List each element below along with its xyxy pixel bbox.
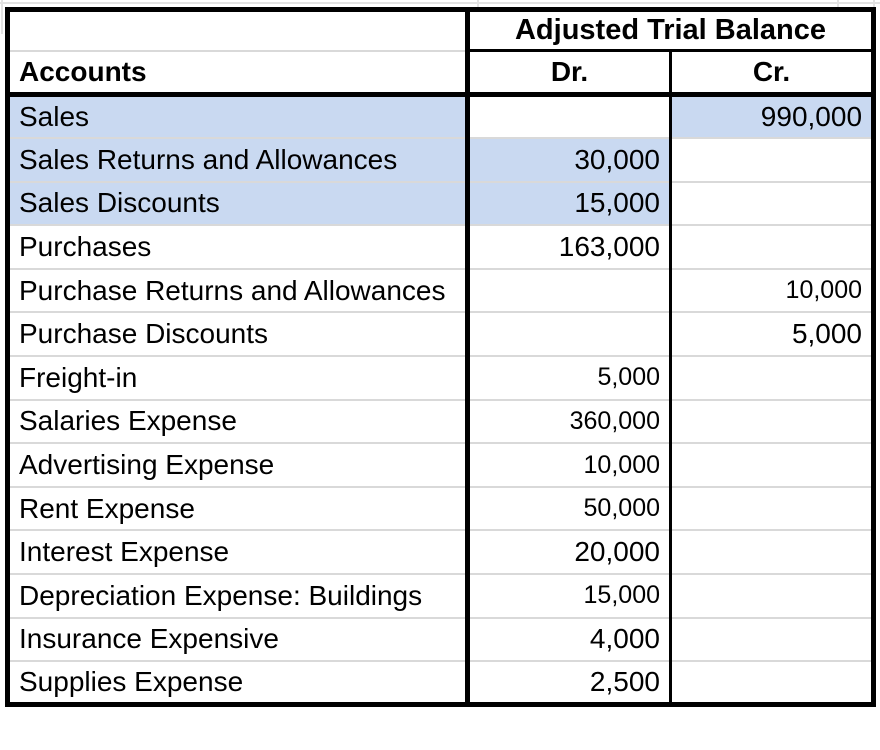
table-row xyxy=(8,618,874,662)
account-cell[interactable]: Supplies Expense xyxy=(8,661,468,705)
cr-cell[interactable] xyxy=(671,487,874,531)
account-cell[interactable]: Purchase Returns and Allowances xyxy=(8,269,468,313)
table-body xyxy=(8,95,874,705)
dr-cell[interactable]: 5,000 xyxy=(468,356,671,400)
account-cell[interactable]: Rent Expense xyxy=(8,487,468,531)
cr-cell[interactable] xyxy=(671,530,874,574)
dr-cell[interactable]: 50,000 xyxy=(468,487,671,531)
table-row xyxy=(8,400,874,444)
table-row xyxy=(8,138,874,182)
margin-gridline-top xyxy=(0,2,880,4)
cr-cell[interactable] xyxy=(671,400,874,444)
table-row xyxy=(8,443,874,487)
table-row xyxy=(8,356,874,400)
table-row xyxy=(8,225,874,269)
group-header-row xyxy=(8,10,874,51)
dr-cell[interactable] xyxy=(468,269,671,313)
account-cell[interactable]: Sales xyxy=(8,95,468,139)
account-cell[interactable]: Freight-in xyxy=(8,356,468,400)
margin-gridline-right xyxy=(873,0,875,7)
cr-cell[interactable] xyxy=(671,356,874,400)
margin-gridline-col-b xyxy=(837,0,839,7)
margin-gridline-left xyxy=(1,0,3,34)
table-row xyxy=(8,269,874,313)
dr-cell[interactable]: 163,000 xyxy=(468,225,671,269)
table-row xyxy=(8,182,874,226)
dr-cell[interactable]: 2,500 xyxy=(468,661,671,705)
table-row xyxy=(8,312,874,356)
accounts-header-cell[interactable]: Accounts xyxy=(8,51,468,95)
account-cell[interactable]: Purchase Discounts xyxy=(8,312,468,356)
dr-cell[interactable] xyxy=(468,312,671,356)
cr-cell[interactable]: 990,000 xyxy=(671,95,874,139)
margin-gridline-col-a xyxy=(477,0,479,7)
cr-cell[interactable] xyxy=(671,225,874,269)
table-row xyxy=(8,530,874,574)
cr-cell[interactable]: 5,000 xyxy=(671,312,874,356)
dr-cell[interactable]: 360,000 xyxy=(468,400,671,444)
adjusted-trial-balance-table xyxy=(5,7,876,707)
dr-cell[interactable]: 15,000 xyxy=(468,182,671,226)
dr-cell[interactable]: 4,000 xyxy=(468,618,671,662)
column-header-row xyxy=(8,51,874,95)
account-cell[interactable]: Salaries Expense xyxy=(8,400,468,444)
cr-cell[interactable] xyxy=(671,182,874,226)
group-header-cell[interactable]: Adjusted Trial Balance xyxy=(468,10,874,51)
table-row xyxy=(8,661,874,705)
account-cell[interactable]: Interest Expense xyxy=(8,530,468,574)
dr-header-cell[interactable]: Dr. xyxy=(468,51,671,95)
account-cell[interactable]: Insurance Expensive xyxy=(8,618,468,662)
corner-cell[interactable] xyxy=(8,10,468,51)
table-row xyxy=(8,95,874,139)
account-cell[interactable]: Depreciation Expense: Buildings xyxy=(8,574,468,618)
dr-cell[interactable]: 10,000 xyxy=(468,443,671,487)
account-cell[interactable]: Sales Returns and Allowances xyxy=(8,138,468,182)
cr-cell[interactable] xyxy=(671,661,874,705)
cr-cell[interactable] xyxy=(671,443,874,487)
cr-cell[interactable] xyxy=(671,138,874,182)
cr-cell[interactable] xyxy=(671,574,874,618)
cr-cell[interactable] xyxy=(671,618,874,662)
account-cell[interactable]: Advertising Expense xyxy=(8,443,468,487)
dr-cell[interactable]: 15,000 xyxy=(468,574,671,618)
cr-cell[interactable]: 10,000 xyxy=(671,269,874,313)
dr-cell[interactable]: 30,000 xyxy=(468,138,671,182)
account-cell[interactable]: Sales Discounts xyxy=(8,182,468,226)
account-cell[interactable]: Purchases xyxy=(8,225,468,269)
dr-cell[interactable] xyxy=(468,95,671,139)
cr-header-cell[interactable]: Cr. xyxy=(671,51,874,95)
table-row xyxy=(8,574,874,618)
table-row xyxy=(8,487,874,531)
dr-cell[interactable]: 20,000 xyxy=(468,530,671,574)
